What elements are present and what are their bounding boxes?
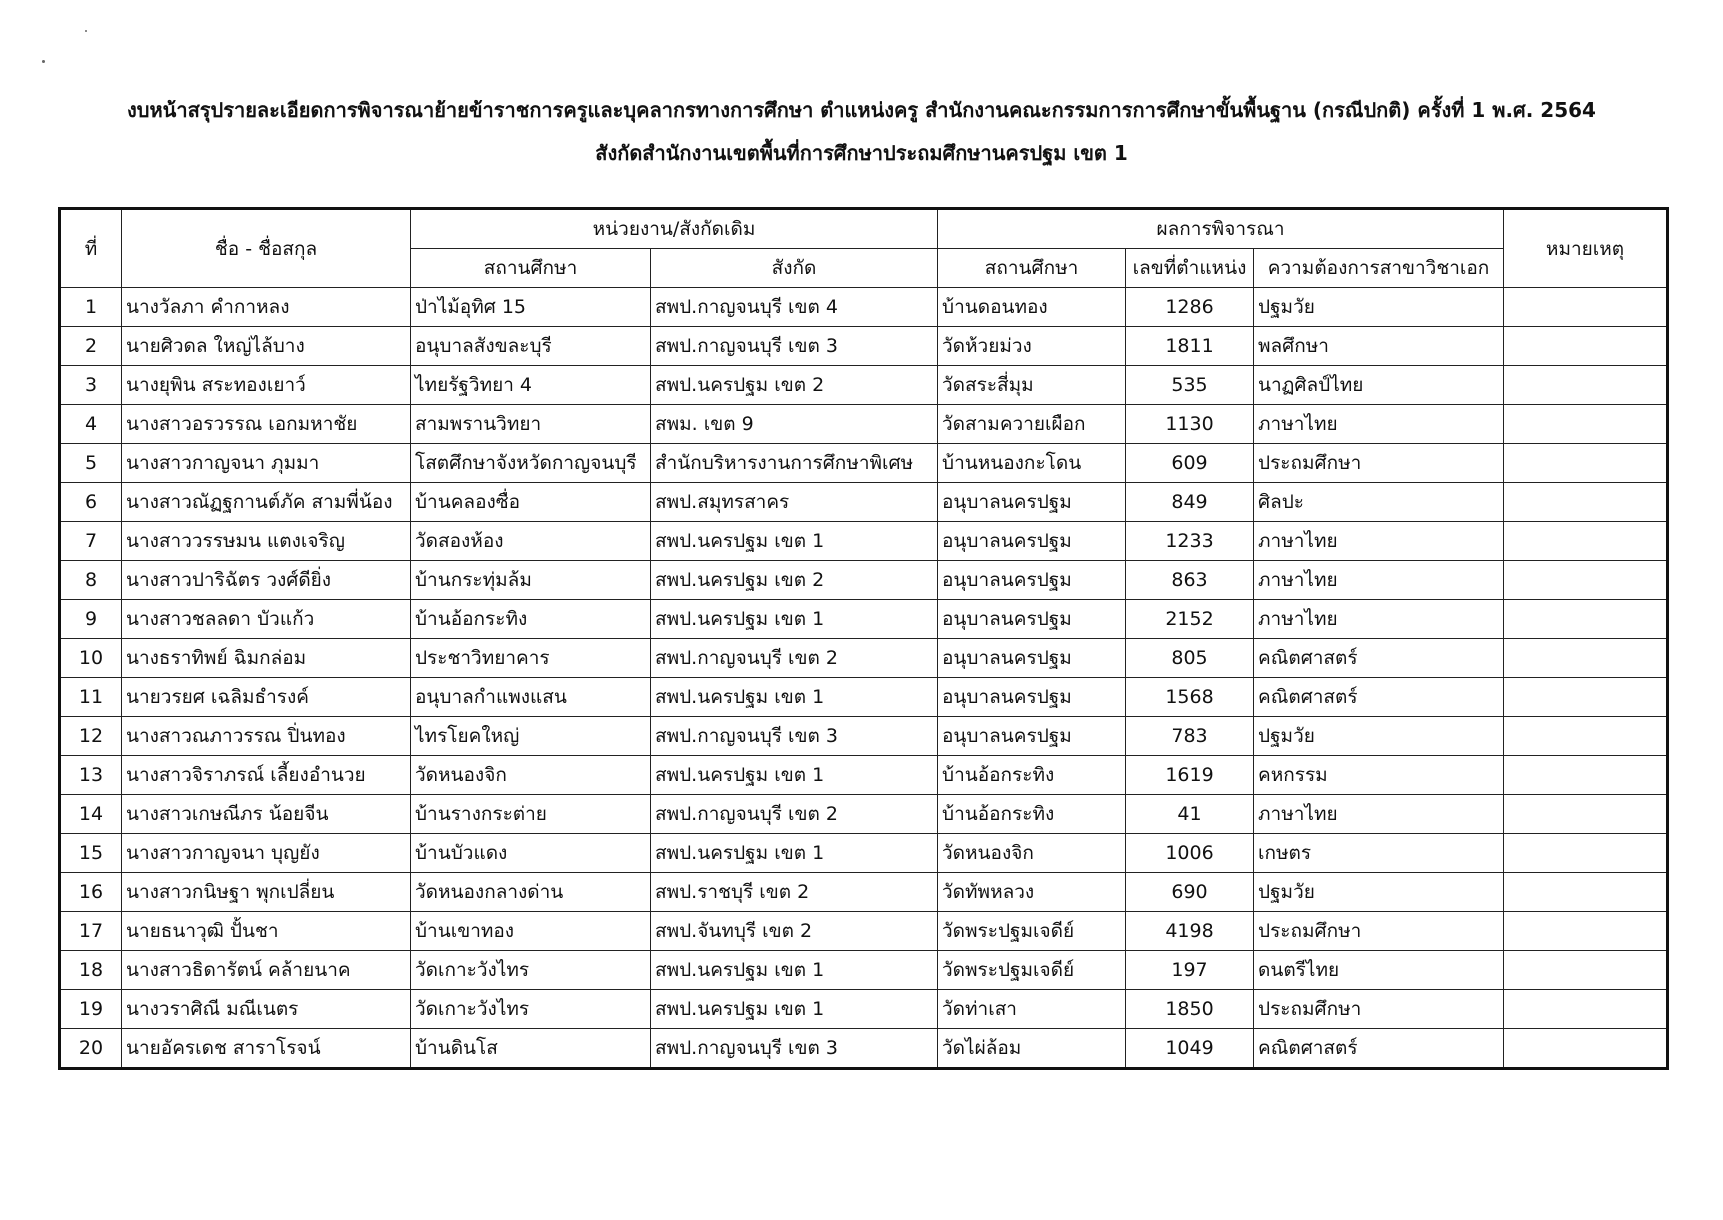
table-row [60,834,1668,873]
cell-remark [1504,327,1668,366]
header-origin-group: หน่วยงาน/สังกัดเดิม [411,209,938,249]
cell-no: 20 [60,1029,122,1069]
cell-origin-school: อนุบาลกำแพงแสน [411,678,651,717]
table-row [60,873,1668,912]
cell-origin-affiliation: สพป.นครปฐม เขต 1 [651,756,938,795]
cell-position-no: 4198 [1126,912,1254,951]
cell-origin-school: โสตศึกษาจังหวัดกาญจนบุรี [411,444,651,483]
cell-no: 11 [60,678,122,717]
cell-major: คณิตศาสตร์ [1254,678,1504,717]
cell-origin-affiliation: สำนักบริหารงานการศึกษาพิเศษ [651,444,938,483]
cell-origin-school: วัดสองห้อง [411,522,651,561]
cell-origin-school: บ้านคลองซื่อ [411,483,651,522]
cell-major: ปฐมวัย [1254,717,1504,756]
cell-origin-affiliation: สพป.จันทบุรี เขต 2 [651,912,938,951]
cell-remark [1504,717,1668,756]
cell-name: นายธนาวุฒิ ปั้นชา [122,912,411,951]
header-origin-affiliation: สังกัด [651,249,938,288]
cell-no: 18 [60,951,122,990]
cell-name: นางสาววรรษมน แตงเจริญ [122,522,411,561]
cell-result-school: วัดสระสี่มุม [938,366,1126,405]
cell-position-no: 805 [1126,639,1254,678]
scan-speck [42,60,45,63]
cell-origin-school: สามพรานวิทยา [411,405,651,444]
cell-remark [1504,834,1668,873]
cell-position-no: 1619 [1126,756,1254,795]
cell-origin-affiliation: สพป.กาญจนบุรี เขต 3 [651,717,938,756]
cell-name: นางวราศิณี มณีเนตร [122,990,411,1029]
cell-major: คหกรรม [1254,756,1504,795]
cell-remark [1504,522,1668,561]
cell-origin-affiliation: สพป.ราชบุรี เขต 2 [651,873,938,912]
cell-position-no: 1568 [1126,678,1254,717]
cell-origin-school: อนุบาลสังขละบุรี [411,327,651,366]
cell-major: ภาษาไทย [1254,522,1504,561]
cell-origin-school: บ้านกระทุ่มล้ม [411,561,651,600]
cell-position-no: 2152 [1126,600,1254,639]
cell-major: เกษตร [1254,834,1504,873]
cell-name: นางสาวจิราภรณ์ เลี้ยงอำนวย [122,756,411,795]
cell-result-school: อนุบาลนครปฐม [938,483,1126,522]
cell-position-no: 783 [1126,717,1254,756]
cell-origin-affiliation: สพป.กาญจนบุรี เขต 3 [651,327,938,366]
header-major: ความต้องการสาขาวิชาเอก [1254,249,1504,288]
cell-major: ภาษาไทย [1254,405,1504,444]
table-row [60,444,1668,483]
cell-name: นายอัครเดช สาราโรจน์ [122,1029,411,1069]
cell-position-no: 1286 [1126,288,1254,327]
cell-result-school: บ้านอ้อกระทิง [938,756,1126,795]
cell-position-no: 1850 [1126,990,1254,1029]
cell-name: นางสาวณภาวรรณ ปิ่นทอง [122,717,411,756]
cell-major: ปฐมวัย [1254,288,1504,327]
table-row [60,639,1668,678]
document-title: งบหน้าสรุปรายละเอียดการพิจารณาย้ายข้าราชการครูและบุคลากรทางการศึกษา ตำแหน่งครู สำนักงานคณะกรรมการการศึกษาขั้นพื้นฐาน (กรณีปกติ) ครั้งที่ 1 พ.ศ. 2564 [127,98,1596,122]
cell-major: ศิลปะ [1254,483,1504,522]
cell-no: 1 [60,288,122,327]
cell-origin-affiliation: สพป.นครปฐม เขต 1 [651,834,938,873]
cell-result-school: วัดท่าเสา [938,990,1126,1029]
cell-origin-affiliation: สพป.นครปฐม เขต 1 [651,678,938,717]
cell-no: 14 [60,795,122,834]
cell-no: 19 [60,990,122,1029]
header-result-school: สถานศึกษา [938,249,1126,288]
table-row [60,522,1668,561]
cell-origin-school: ไทยรัฐวิทยา 4 [411,366,651,405]
cell-result-school: บ้านหนองกะโดน [938,444,1126,483]
cell-position-no: 1811 [1126,327,1254,366]
cell-remark [1504,288,1668,327]
cell-no: 10 [60,639,122,678]
cell-result-school: วัดห้วยม่วง [938,327,1126,366]
cell-origin-school: วัดหนองกลางด่าน [411,873,651,912]
cell-position-no: 197 [1126,951,1254,990]
cell-origin-school: ป่าไม้อุทิศ 15 [411,288,651,327]
cell-result-school: อนุบาลนครปฐม [938,639,1126,678]
cell-remark [1504,795,1668,834]
cell-origin-school: วัดเกาะวังไทร [411,990,651,1029]
cell-result-school: อนุบาลนครปฐม [938,717,1126,756]
cell-origin-affiliation: สพป.นครปฐม เขต 1 [651,951,938,990]
cell-origin-affiliation: สพป.นครปฐม เขต 1 [651,990,938,1029]
cell-remark [1504,366,1668,405]
table-row [60,795,1668,834]
scan-speck [85,30,87,32]
cell-remark [1504,873,1668,912]
cell-major: ดนตรีไทย [1254,951,1504,990]
cell-name: นางสาวอรวรรณ เอกมหาชัย [122,405,411,444]
cell-origin-school: วัดหนองจิก [411,756,651,795]
header-result-group: ผลการพิจารณา [938,209,1504,249]
cell-result-school: วัดหนองจิก [938,834,1126,873]
cell-no: 12 [60,717,122,756]
cell-major: ประถมศึกษา [1254,990,1504,1029]
cell-remark [1504,483,1668,522]
cell-name: นางสาวกาญจนา ภุมมา [122,444,411,483]
cell-no: 2 [60,327,122,366]
cell-origin-affiliation: สพป.นครปฐม เขต 1 [651,522,938,561]
cell-remark [1504,561,1668,600]
cell-result-school: วัดไผ่ล้อม [938,1029,1126,1069]
cell-position-no: 849 [1126,483,1254,522]
cell-position-no: 609 [1126,444,1254,483]
cell-origin-affiliation: สพป.กาญจนบุรี เขต 2 [651,795,938,834]
cell-result-school: อนุบาลนครปฐม [938,561,1126,600]
cell-name: นางสาวณัฏฐกานต์ภัค สามพี่น้อง [122,483,411,522]
cell-no: 4 [60,405,122,444]
cell-remark [1504,678,1668,717]
cell-position-no: 1049 [1126,1029,1254,1069]
cell-origin-school: ไทรโยคใหญ่ [411,717,651,756]
cell-origin-affiliation: สพป.สมุทรสาคร [651,483,938,522]
table-row [60,678,1668,717]
cell-result-school: อนุบาลนครปฐม [938,678,1126,717]
cell-no: 5 [60,444,122,483]
cell-result-school: อนุบาลนครปฐม [938,600,1126,639]
cell-no: 16 [60,873,122,912]
cell-no: 3 [60,366,122,405]
cell-origin-affiliation: สพป.นครปฐม เขต 1 [651,600,938,639]
cell-no: 15 [60,834,122,873]
cell-result-school: วัดพระปฐมเจดีย์ [938,912,1126,951]
cell-major: ภาษาไทย [1254,795,1504,834]
cell-name: นายศิวดล ใหญ่ไล้บาง [122,327,411,366]
cell-remark [1504,639,1668,678]
table-row [60,951,1668,990]
cell-name: นางธราทิพย์ ฉิมกล่อม [122,639,411,678]
cell-position-no: 863 [1126,561,1254,600]
cell-name: นางยุพิน สระทองเยาว์ [122,366,411,405]
cell-remark [1504,756,1668,795]
table-row [60,366,1668,405]
cell-origin-school: บ้านดินโส [411,1029,651,1069]
table-row [60,756,1668,795]
cell-result-school: อนุบาลนครปฐม [938,522,1126,561]
cell-origin-affiliation: สพม. เขต 9 [651,405,938,444]
header-name: ชื่อ - ชื่อสกุล [122,209,411,288]
cell-origin-affiliation: สพป.กาญจนบุรี เขต 3 [651,1029,938,1069]
table-row [60,990,1668,1029]
table-row [60,327,1668,366]
cell-major: นาฏศิลป์ไทย [1254,366,1504,405]
cell-origin-affiliation: สพป.นครปฐม เขต 2 [651,561,938,600]
cell-name: นางสาวกนิษฐา พุกเปลี่ยน [122,873,411,912]
cell-origin-school: บ้านเขาทอง [411,912,651,951]
table-row [60,912,1668,951]
cell-major: ประถมศึกษา [1254,912,1504,951]
header-no: ที่ [60,209,122,288]
cell-name: นางสาวธิดารัตน์ คล้ายนาค [122,951,411,990]
cell-position-no: 41 [1126,795,1254,834]
document-subtitle: สังกัดสำนักงานเขตพื้นที่การศึกษาประถมศึกษานครปฐม เขต 1 [595,141,1128,165]
cell-result-school: บ้านดอนทอง [938,288,1126,327]
transfer-results-table [58,207,1669,1070]
cell-name: นางสาวเกษณีภร น้อยจีน [122,795,411,834]
header-remark: หมายเหตุ [1504,209,1668,288]
cell-remark [1504,444,1668,483]
cell-position-no: 535 [1126,366,1254,405]
cell-origin-school: บ้านบัวแดง [411,834,651,873]
cell-major: คณิตศาสตร์ [1254,639,1504,678]
table-row [60,561,1668,600]
cell-origin-school: บ้านอ้อกระทิง [411,600,651,639]
cell-result-school: วัดสามควายเผือก [938,405,1126,444]
cell-name: นางสาวกาญจนา บุญยัง [122,834,411,873]
cell-position-no: 1233 [1126,522,1254,561]
cell-origin-affiliation: สพป.นครปฐม เขต 2 [651,366,938,405]
header-position-no: เลขที่ตำแหน่ง [1126,249,1254,288]
cell-remark [1504,990,1668,1029]
table-row [60,1029,1668,1069]
table-row [60,483,1668,522]
cell-major: ประถมศึกษา [1254,444,1504,483]
cell-position-no: 690 [1126,873,1254,912]
table-row [60,405,1668,444]
cell-origin-school: วัดเกาะวังไทร [411,951,651,990]
cell-position-no: 1006 [1126,834,1254,873]
cell-origin-school: บ้านรางกระต่าย [411,795,651,834]
cell-no: 8 [60,561,122,600]
cell-result-school: วัดทัพหลวง [938,873,1126,912]
cell-name: นางสาวชลลดา บัวแก้ว [122,600,411,639]
header-origin-school: สถานศึกษา [411,249,651,288]
cell-major: คณิตศาสตร์ [1254,1029,1504,1069]
cell-remark [1504,600,1668,639]
cell-no: 7 [60,522,122,561]
cell-origin-affiliation: สพป.กาญจนบุรี เขต 4 [651,288,938,327]
cell-no: 9 [60,600,122,639]
cell-position-no: 1130 [1126,405,1254,444]
cell-result-school: บ้านอ้อกระทิง [938,795,1126,834]
cell-remark [1504,1029,1668,1069]
table-row [60,717,1668,756]
cell-major: พลศึกษา [1254,327,1504,366]
cell-no: 13 [60,756,122,795]
cell-name: นางสาวปาริฉัตร วงศ์ดียิ่ง [122,561,411,600]
cell-remark [1504,912,1668,951]
cell-major: ปฐมวัย [1254,873,1504,912]
table-row [60,600,1668,639]
cell-remark [1504,951,1668,990]
cell-major: ภาษาไทย [1254,561,1504,600]
cell-name: นายวรยศ เฉลิมธำรงค์ [122,678,411,717]
cell-no: 6 [60,483,122,522]
cell-origin-school: ประชาวิทยาคาร [411,639,651,678]
cell-result-school: วัดพระปฐมเจดีย์ [938,951,1126,990]
table-row [60,288,1668,327]
cell-no: 17 [60,912,122,951]
cell-name: นางวัลภา คำกาหลง [122,288,411,327]
cell-major: ภาษาไทย [1254,600,1504,639]
cell-remark [1504,405,1668,444]
cell-origin-affiliation: สพป.กาญจนบุรี เขต 2 [651,639,938,678]
